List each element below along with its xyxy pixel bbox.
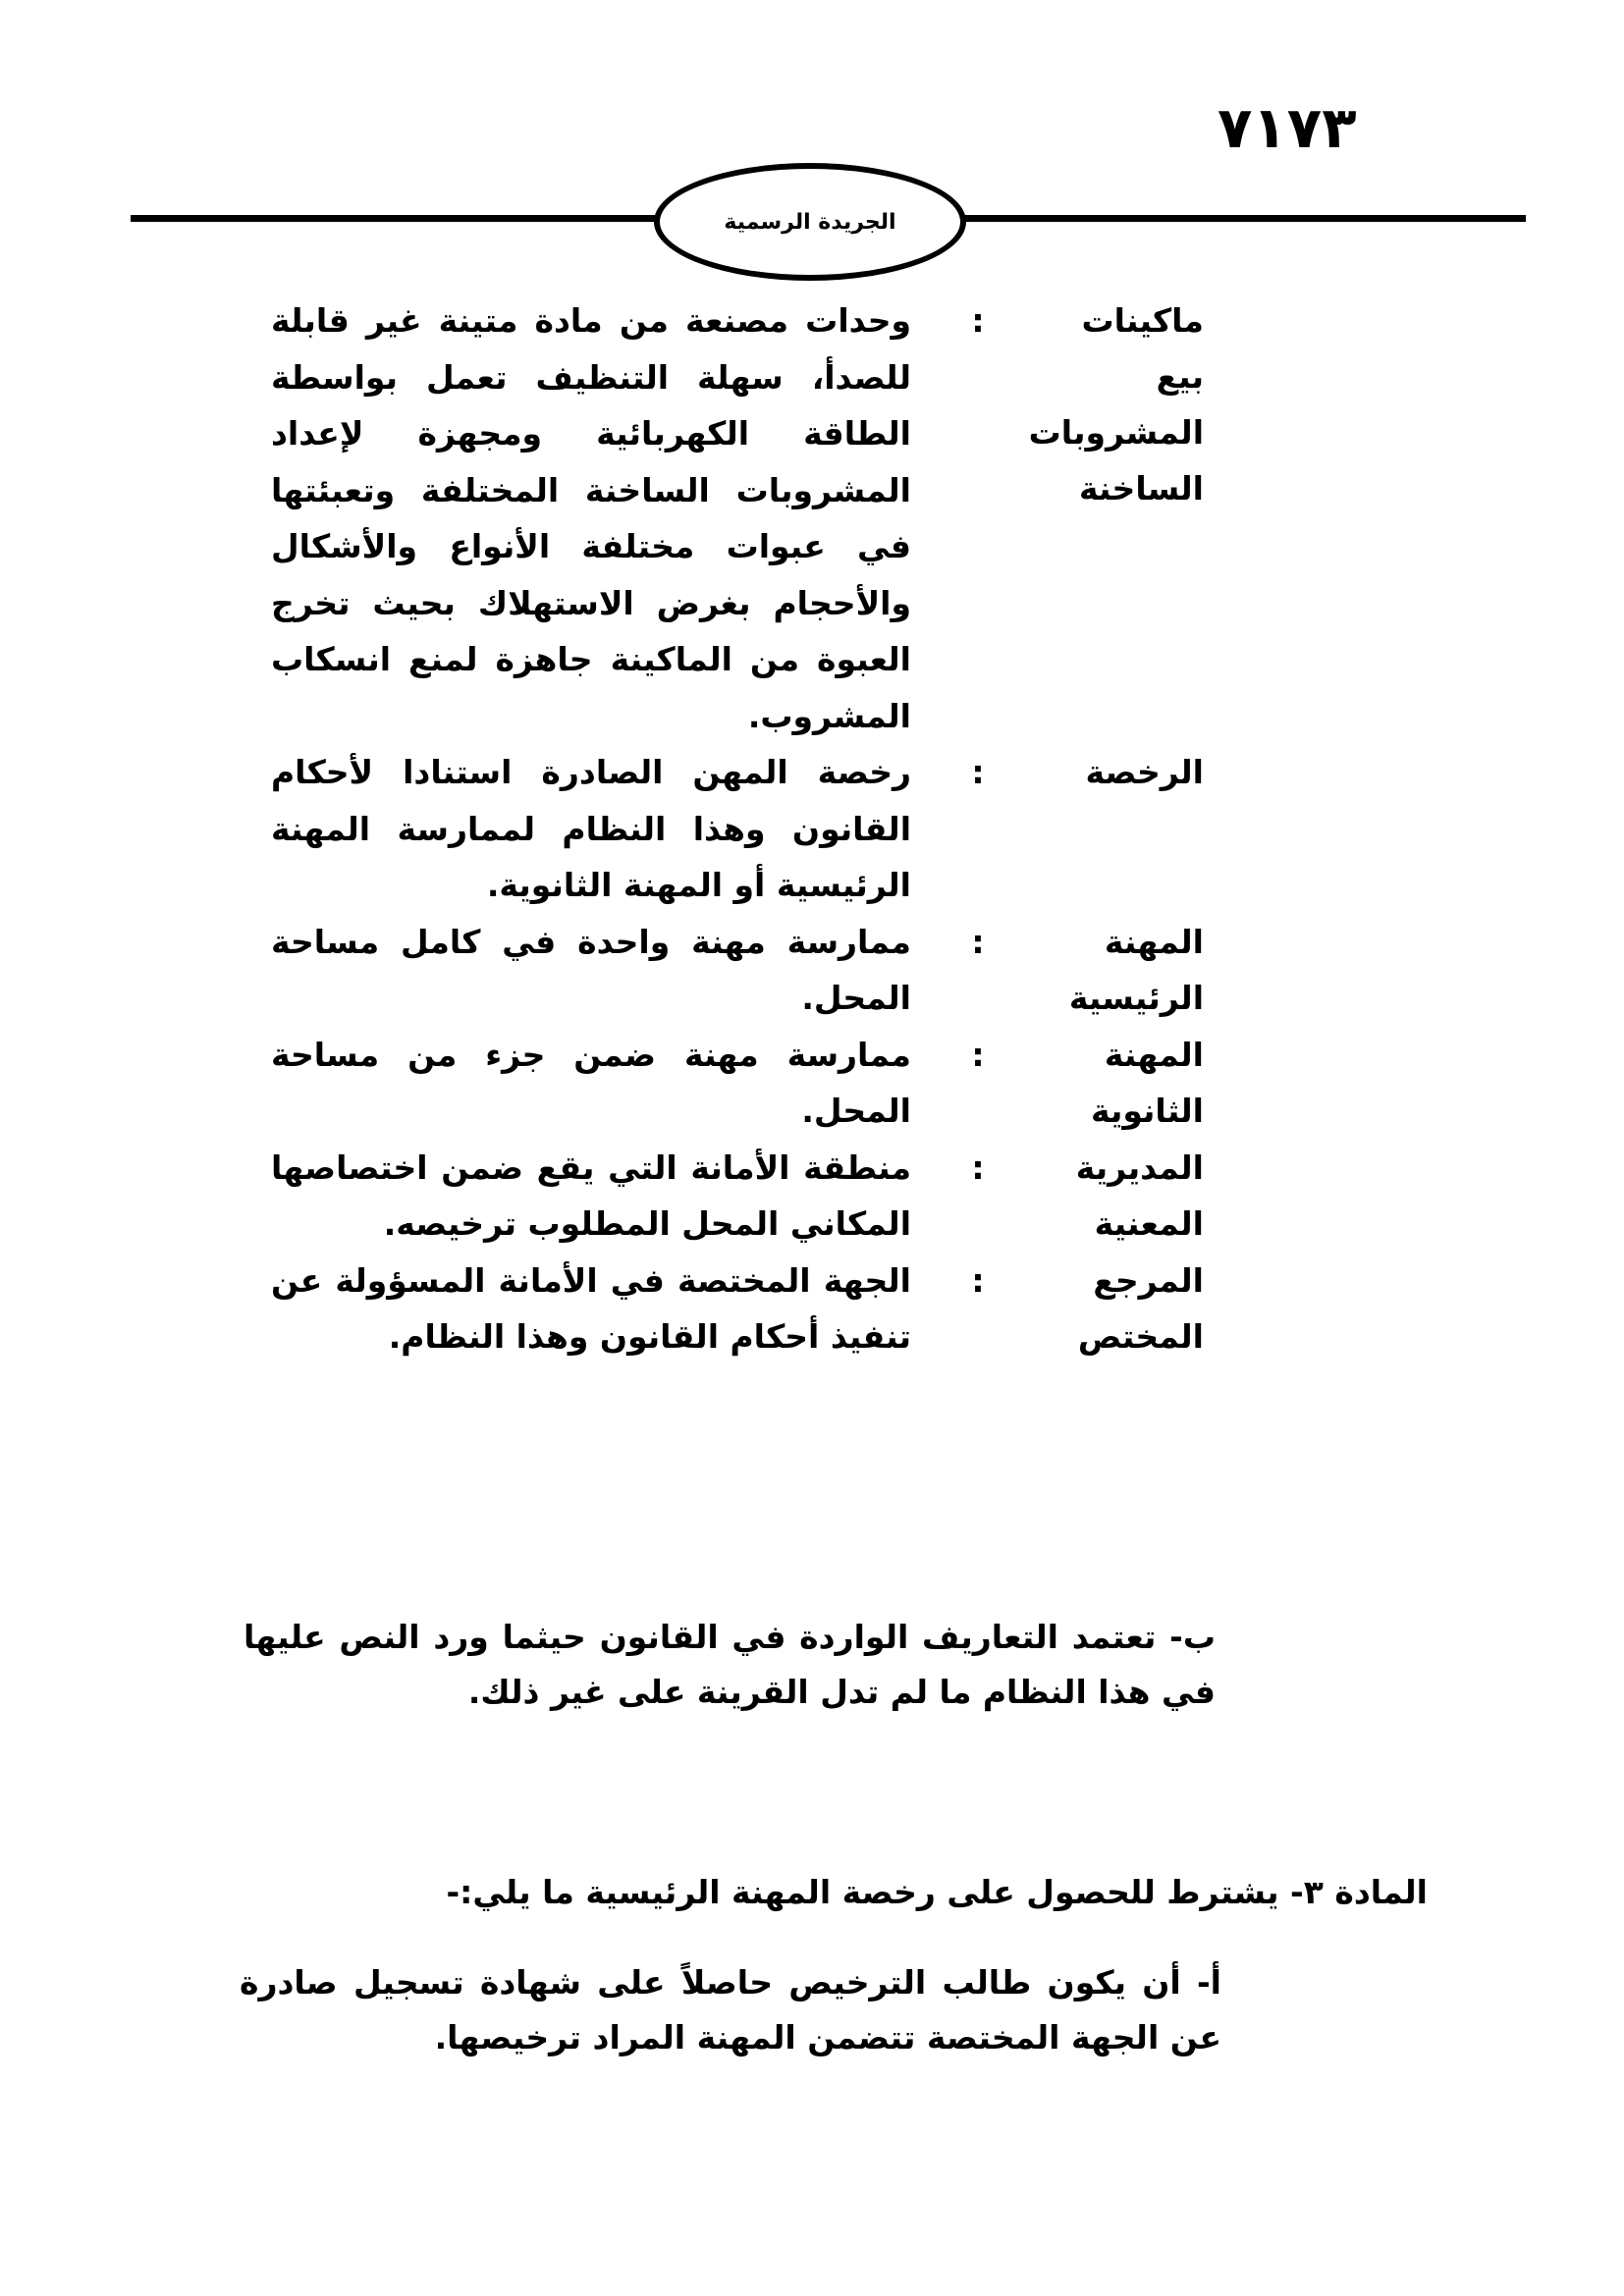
article-3-heading: المادة ٣- يشترط للحصول على رخصة المهنة الرئيسية ما يلي:- [446,1873,1428,1911]
definition-row-directorate [0,1140,1624,1253]
definition-description: الجهة المختصة في الأمانة المسؤولة عن تنفيذ أحكام القانون وهذا النظام. [271,1260,911,1356]
definition-row-license [0,744,1624,914]
definition-colon: : [971,1148,985,1187]
definition-colon: : [971,1035,985,1074]
definition-description: ممارسة مهنة ضمن جزء من مساحة المحل. [271,1035,911,1130]
definition-description: وحدات مصنعة من مادة متينة غير قابلة للصدأ، سهلة التنظيف تعمل بواسطة الطاقة الكهربائية ومجهزة لإعداد المشروبات الساخنة المختلفة وتعبئتها في عبوات مختلفة الأنواع والأشكال والأحجام بغرض الاستهلاك بحيث تخرج العبوة من الماكينة جاهزة لمنع انسكاب المشروب. [271,301,911,735]
definition-row-competent-authority [0,1253,1624,1365]
definition-colon: : [971,301,985,340]
definition-description: منطقة الأمانة التي يقع ضمن اختصاصها المكاني المحل المطلوب ترخيصه. [271,1148,911,1243]
definition-term: المديرية المعنية [1075,1148,1204,1243]
definitions-table [0,293,1624,1365]
definition-description: ممارسة مهنة واحدة في كامل مساحة المحل. [271,922,911,1017]
definition-term: المرجع المختص [1077,1260,1204,1356]
definition-row-secondary-profession [0,1027,1624,1140]
publication-oval [654,163,966,281]
definition-description: رخصة المهن الصادرة استنادا لأحكام القانون وهذا النظام لممارسة المهنة الرئيسية أو المهنة الثانوية. [271,753,911,904]
page-number: ٧١٧٣ [1218,94,1357,161]
article-3-item-a: أ- أن يكون طالب الترخيص حاصلاً على شهادة تسجيل صادرة عن الجهة المختصة تتضمن المهنة المراد ترخيصها. [240,1963,1221,2056]
definition-colon: : [971,1260,985,1300]
definition-term: ماكينات بيع المشروبات الساخنة [1028,301,1204,507]
definition-row-main-profession [0,914,1624,1027]
definition-colon: : [971,922,985,961]
definition-row-machines [0,293,1624,744]
paragraph-b: ب- تعتمد التعاريف الواردة في القانون حيثما ورد النص عليها في هذا النظام ما لم تدل القرينة على غير ذلك. [244,1618,1216,1711]
definition-term: المهنة الرئيسية [1068,922,1204,1017]
definition-term: المهنة الثانوية [1090,1035,1204,1130]
publication-title: الجريدة الرسمية [724,209,896,235]
definition-colon: : [971,753,985,791]
definition-term: الرخصة [1085,753,1204,791]
